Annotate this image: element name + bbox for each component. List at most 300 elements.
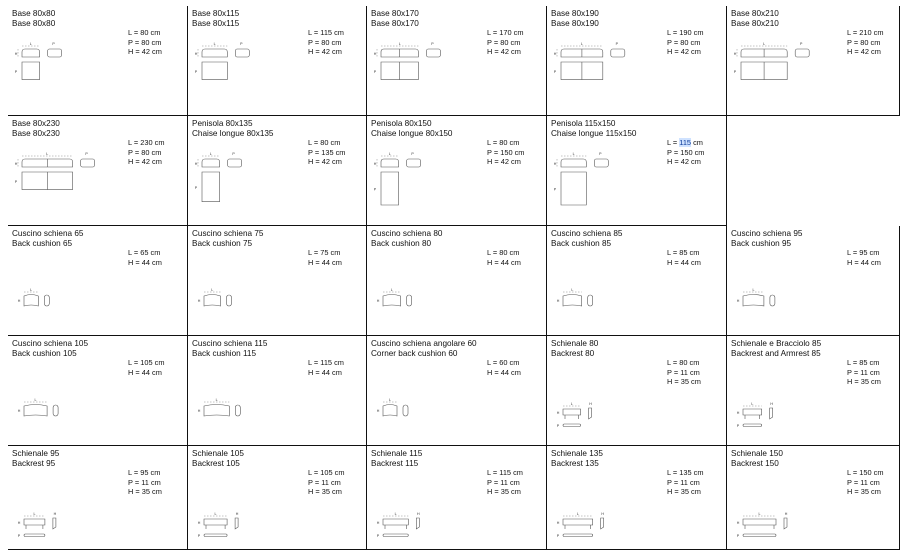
cell-title	[551, 9, 599, 28]
height-label: H	[376, 521, 380, 525]
dim-length: L = 80 cm	[128, 28, 161, 37]
title-en: Back cushion 95	[731, 238, 792, 248]
dim-height: H = 35 cm	[128, 487, 162, 497]
dim-height: H = 35 cm	[308, 487, 342, 497]
title-en: Back cushion 80	[371, 238, 432, 248]
title-it: Cuscino schiena angolare 60	[371, 339, 477, 348]
length-label: L	[33, 512, 36, 516]
backrest-side	[235, 518, 238, 529]
title-it: Base 80x170	[371, 9, 419, 18]
technical-drawing	[194, 358, 314, 448]
cell-title	[192, 449, 244, 468]
plan-depth-label: P	[553, 187, 557, 192]
length-label: L	[394, 512, 397, 516]
cell-title	[12, 9, 55, 28]
spec-cell-backrest-150	[727, 446, 900, 550]
cushion-front	[24, 295, 38, 307]
dim-length: L = 115 cm	[487, 468, 523, 477]
cushion-front	[24, 405, 47, 417]
backrest-plan	[383, 534, 408, 537]
title-it: Base 80x115	[192, 9, 240, 18]
height-label: H	[194, 162, 198, 166]
length-label: L	[389, 398, 391, 402]
title-en: Backrest 95	[12, 458, 56, 468]
length-label: L	[34, 398, 37, 402]
technical-drawing	[733, 248, 853, 338]
title-it: Cuscino schiena 85	[551, 229, 623, 238]
technical-drawing	[733, 468, 853, 558]
seat-elevation	[561, 159, 586, 167]
title-en: Base 80x210	[731, 18, 779, 28]
cushion-side	[53, 405, 58, 416]
title-en: Chaise longue 80x150	[371, 128, 453, 138]
depth-label: P	[240, 42, 243, 46]
height-label: H	[17, 299, 21, 303]
cell-title	[12, 229, 83, 248]
dim-height: H = 44 cm	[308, 367, 342, 377]
title-en: Backrest and Armrest 85	[731, 348, 821, 358]
plan-depth-label: P	[556, 424, 560, 428]
title-it: Cuscino schiena 95	[731, 229, 803, 238]
length-label: L	[215, 398, 218, 402]
plan-depth-label: P	[194, 69, 198, 74]
cell-title	[192, 9, 239, 28]
title-en: Back cushion 75	[192, 238, 253, 248]
dim-depth: P = 11 cm	[128, 477, 161, 487]
backrest-side	[784, 518, 787, 529]
dim-height: H = 35 cm	[667, 487, 701, 497]
cushion-side	[227, 295, 232, 306]
cushion-side	[235, 405, 240, 416]
technical-drawing	[194, 28, 314, 118]
cell-title	[731, 449, 783, 468]
height-label: H	[736, 299, 740, 303]
dim-depth: P = 80 cm	[308, 37, 342, 47]
dim-depth: P = 80 cm	[847, 37, 881, 47]
backrest-side	[53, 518, 56, 529]
dim-length: L = 80 cm	[487, 248, 520, 257]
depth-label: P	[52, 42, 55, 46]
length-label: L	[571, 288, 574, 292]
technical-drawing	[553, 468, 673, 558]
dim-depth: P = 80 cm	[667, 37, 701, 47]
cell-title	[551, 449, 603, 468]
spec-cell-chaise-80x150	[367, 116, 547, 226]
plan-view	[22, 62, 40, 80]
plan-depth-label: P	[194, 185, 198, 190]
dim-height: H = 44 cm	[308, 257, 342, 267]
title-en: Backrest 80	[551, 348, 595, 358]
backrest-side	[416, 518, 419, 529]
spec-cell-backrest-95	[8, 446, 188, 550]
dim-length: L = 75 cm	[308, 248, 341, 257]
backrest-side	[770, 408, 773, 419]
length-label: L	[758, 512, 761, 516]
length-label: L	[211, 288, 214, 292]
title-it: Schienale 105	[192, 449, 244, 458]
length-label: L	[576, 512, 579, 516]
technical-drawing	[553, 138, 673, 228]
title-it: Base 80x230	[12, 119, 60, 128]
cell-title	[192, 229, 263, 248]
depth-label: P	[85, 152, 88, 156]
height-label: H	[373, 52, 377, 56]
side-profile	[407, 159, 421, 167]
spec-cell-chaise-115x150	[547, 116, 727, 226]
side-profile	[795, 49, 809, 57]
dim-height: H = 42 cm	[847, 47, 881, 57]
title-en: Back cushion 85	[551, 238, 612, 248]
dim-depth: P = 11 cm	[667, 367, 700, 377]
spec-cell-back-cushion-85	[547, 226, 727, 336]
cushion-side	[770, 295, 775, 306]
dim-height: H = 44 cm	[667, 257, 701, 267]
title-it: Schienale 150	[731, 449, 783, 458]
length-label: L	[570, 402, 573, 406]
side-profile	[235, 49, 249, 57]
plan-depth-label: P	[373, 187, 377, 192]
length-label: L	[213, 42, 216, 46]
technical-drawing	[373, 28, 493, 118]
title-en: Chaise longue 115x150	[551, 128, 637, 138]
height-label: H	[736, 411, 740, 415]
title-it: Schienale 135	[551, 449, 603, 458]
title-en: Back cushion 115	[192, 348, 257, 358]
dim-length: L = 170 cm	[487, 28, 524, 37]
title-en: Backrest 150	[731, 458, 779, 468]
cell-title	[371, 449, 422, 468]
spec-cell-base-80x230	[8, 116, 188, 226]
technical-drawing	[14, 468, 134, 558]
dim-depth: P = 80 cm	[128, 37, 162, 47]
side-height-label: H	[53, 512, 57, 516]
selected-text-highlight[interactable]: 115	[679, 138, 692, 147]
backrest-plan	[24, 534, 45, 537]
title-it: Penisola 80x135	[192, 119, 253, 128]
technical-drawing	[194, 138, 314, 228]
dim-height: H = 44 cm	[847, 257, 881, 267]
plan-depth-label: P	[17, 534, 21, 538]
dim-length: L = 65 cm	[128, 248, 161, 257]
dim-height: H = 44 cm	[487, 257, 521, 267]
plan-depth-label: P	[733, 69, 737, 74]
seat-elevation	[381, 159, 399, 167]
dim-length: L = 190 cm	[667, 28, 704, 37]
title-it: Cuscino schiena 75	[192, 229, 264, 238]
backrest-plan	[204, 534, 227, 537]
dim-length: L = 105 cm	[128, 358, 165, 367]
title-en: Chaise longue 80x135	[192, 128, 274, 138]
dim-height: H = 44 cm	[128, 367, 162, 377]
title-it: Base 80x80	[12, 9, 56, 18]
dim-length: L = 95 cm	[847, 248, 880, 257]
cell-title	[12, 119, 60, 138]
dim-depth: P = 11 cm	[308, 477, 341, 487]
title-en: Base 80x115	[192, 18, 240, 28]
plan-depth-label: P	[556, 534, 560, 538]
technical-drawing	[553, 248, 673, 338]
height-label: H	[553, 162, 557, 166]
dim-height: H = 42 cm	[308, 47, 342, 57]
length-label: L	[763, 42, 766, 46]
cell-title	[192, 339, 267, 358]
spec-cell-backrest-135	[547, 446, 727, 550]
dim-length: L = 105 cm	[308, 468, 345, 477]
title-it: Cuscino schiena 105	[12, 339, 89, 348]
product-spec-grid	[8, 6, 900, 550]
height-label: H	[376, 299, 380, 303]
seat-elevation	[202, 159, 220, 167]
technical-drawing	[373, 138, 493, 228]
dim-length: L = 80 cm	[667, 358, 700, 367]
cushion-front	[743, 295, 764, 307]
title-en: Backrest 115	[371, 458, 419, 468]
plan-depth-label: P	[376, 534, 380, 538]
height-label: H	[736, 521, 740, 525]
dim-depth: P = 150 cm	[667, 147, 705, 157]
dim-depth: P = 80 cm	[487, 37, 521, 47]
height-label: H	[556, 521, 560, 525]
length-label: L	[29, 42, 32, 46]
length-label: L	[580, 42, 583, 46]
title-en: Base 80x170	[371, 18, 419, 28]
spec-cell-back-cushion-80	[367, 226, 547, 336]
title-it: Schienale 80	[551, 339, 599, 348]
height-label: H	[14, 52, 18, 56]
empty-cell	[727, 116, 900, 226]
technical-drawing	[373, 248, 493, 338]
spec-cell-backrest-80	[547, 336, 727, 446]
depth-label: P	[232, 152, 235, 156]
title-it: Penisola 115x150	[551, 119, 616, 128]
depth-label: P	[599, 152, 602, 156]
spec-cell-base-80x115	[188, 6, 367, 116]
length-label: L	[752, 288, 755, 292]
technical-drawing	[373, 468, 493, 558]
cell-title	[551, 229, 622, 248]
backrest-front	[743, 519, 776, 525]
height-label: H	[376, 409, 380, 413]
height-label: H	[197, 521, 201, 525]
title-it: Schienale 115	[371, 449, 423, 458]
technical-drawing	[733, 358, 853, 448]
title-en: Backrest 135	[551, 458, 599, 468]
dim-height: H = 35 cm	[847, 377, 881, 387]
dim-length: L = 210 cm	[847, 28, 884, 37]
dim-length: L = 60 cm	[487, 358, 520, 367]
spec-cell-base-80x190	[547, 6, 727, 116]
dim-height: H = 42 cm	[128, 47, 162, 57]
technical-drawing	[14, 138, 134, 228]
backrest-plan	[563, 534, 593, 537]
plan-view	[202, 172, 220, 202]
technical-drawing	[194, 468, 314, 558]
spec-cell-base-80x80	[8, 6, 188, 116]
depth-label: P	[411, 152, 414, 156]
spec-cell-back-cushion-115	[188, 336, 367, 446]
backrest-front	[204, 519, 227, 525]
side-height-label: H	[601, 512, 605, 516]
cell-title	[731, 339, 821, 358]
height-label: H	[197, 409, 201, 413]
cell-title	[551, 339, 598, 358]
dim-length: L = 85 cm	[667, 248, 700, 257]
height-label: H	[373, 162, 377, 166]
title-en: Base 80x230	[12, 128, 60, 138]
plan-depth-label: P	[736, 534, 740, 538]
length-label: L	[388, 152, 391, 156]
technical-drawing	[553, 358, 673, 448]
title-it: Base 80x210	[731, 9, 779, 18]
cushion-side	[403, 405, 408, 416]
dim-depth: P = 150 cm	[487, 147, 525, 157]
height-label: H	[733, 52, 737, 56]
dim-depth: P = 11 cm	[847, 367, 880, 377]
title-en: Back cushion 105	[12, 348, 77, 358]
cell-title	[371, 119, 452, 138]
title-it: Schienale 95	[12, 449, 60, 458]
dim-height: H = 44 cm	[487, 367, 521, 377]
dim-height: H = 35 cm	[487, 487, 521, 497]
side-height-label: H	[784, 512, 788, 516]
technical-drawing	[373, 358, 493, 448]
depth-label: P	[615, 42, 619, 46]
spec-cell-back-cushion-105	[8, 336, 188, 446]
depth-label: P	[431, 42, 434, 46]
dim-height: H = 35 cm	[847, 487, 881, 497]
title-it: Cuscino schiena 80	[371, 229, 443, 238]
dim-height: H = 42 cm	[487, 157, 521, 167]
dim-length: L = 115 cm	[308, 28, 344, 37]
cushion-side	[407, 295, 412, 306]
cell-title	[12, 339, 88, 358]
length-label: L	[398, 42, 401, 46]
cell-title	[371, 339, 477, 358]
dim-height: H = 44 cm	[128, 257, 162, 267]
backrest-plan	[743, 534, 776, 537]
dim-height: H = 42 cm	[667, 157, 701, 167]
side-profile	[81, 159, 95, 167]
height-label: H	[194, 52, 198, 56]
height-label: H	[14, 162, 18, 166]
dim-height: H = 35 cm	[667, 377, 701, 387]
length-label: L	[46, 152, 49, 156]
technical-drawing	[14, 28, 134, 118]
side-height-label: H	[589, 402, 592, 406]
height-label: H	[556, 299, 560, 303]
side-profile	[426, 49, 440, 57]
side-height-label: H	[235, 512, 239, 516]
dim-length: L = 80 cm	[308, 138, 341, 147]
spec-cell-base-80x170	[367, 6, 547, 116]
side-height-label: H	[770, 402, 774, 406]
side-profile	[594, 159, 608, 167]
cushion-front	[204, 405, 229, 417]
length-label: L	[390, 288, 393, 292]
title-en: Backrest 105	[192, 458, 240, 468]
height-label: H	[553, 52, 557, 56]
spec-cell-back-cushion-95	[727, 226, 900, 336]
backrest-side	[589, 408, 592, 419]
title-it: Schienale e Bracciolo 85	[731, 339, 822, 348]
cell-title	[371, 9, 419, 28]
title-it: Cuscino schiena 65	[12, 229, 84, 238]
side-profile	[48, 49, 62, 57]
dim-height: H = 42 cm	[128, 157, 162, 167]
cushion-front	[383, 405, 397, 417]
dim-length: L = 85 cm	[847, 358, 880, 367]
plan-depth-label: P	[197, 534, 201, 538]
height-label: H	[556, 411, 560, 415]
cushion-side	[588, 295, 593, 306]
spec-cell-back-cushion-75	[188, 226, 367, 336]
cell-title	[192, 119, 273, 138]
backrest-front	[563, 519, 593, 525]
height-label: H	[17, 409, 21, 413]
backrest-front	[383, 519, 408, 525]
plan-depth-label: P	[736, 424, 740, 428]
dim-length: L = 150 cm	[847, 468, 884, 477]
dim-length: L = 115 cm	[308, 358, 344, 367]
length-label: L	[30, 288, 33, 292]
dim-depth: P = 11 cm	[487, 477, 520, 487]
backrest-plan	[743, 424, 762, 427]
plan-view	[561, 172, 586, 205]
cell-title	[731, 229, 802, 248]
technical-drawing	[14, 358, 134, 448]
spec-cell-chaise-80x135	[188, 116, 367, 226]
technical-drawing	[14, 248, 134, 338]
cushion-front	[204, 295, 221, 307]
cushion-front	[563, 295, 582, 307]
depth-label: P	[799, 42, 803, 46]
backrest-front	[563, 409, 581, 415]
spec-cell-backrest-115	[367, 446, 547, 550]
title-en: Back cushion 65	[12, 238, 73, 248]
length-label: L	[214, 512, 217, 516]
dim-length: L = 135 cm	[667, 468, 704, 477]
title-it: Base 80x190	[551, 9, 599, 18]
seat-elevation	[22, 49, 40, 57]
dim-height: H = 42 cm	[667, 47, 701, 57]
title-it: Cuscino schiena 115	[192, 339, 268, 348]
seat-elevation	[202, 49, 227, 57]
spec-cell-backrest-armrest-85	[727, 336, 900, 446]
side-profile	[228, 159, 242, 167]
dim-length: L = 95 cm	[128, 468, 161, 477]
dim-depth: P = 80 cm	[128, 147, 162, 157]
side-height-label: H	[416, 512, 420, 516]
technical-drawing	[733, 28, 853, 118]
title-en: Base 80x80	[12, 18, 56, 28]
spec-cell-corner-back-cushion-60	[367, 336, 547, 446]
plan-depth-label: P	[553, 69, 557, 74]
technical-drawing	[553, 28, 673, 118]
plan-depth-label: P	[14, 179, 18, 184]
plan-view	[202, 62, 227, 80]
cushion-side	[44, 295, 49, 306]
length-label: L	[209, 152, 212, 156]
height-label: H	[17, 521, 21, 525]
cell-title	[551, 119, 636, 138]
dim-depth: P = 135 cm	[308, 147, 346, 157]
title-en: Corner back cushion 60	[371, 348, 458, 358]
height-label: H	[197, 299, 201, 303]
cell-title	[12, 449, 59, 468]
plan-view	[381, 172, 399, 205]
spec-cell-backrest-105	[188, 446, 367, 550]
backrest-plan	[563, 424, 581, 427]
